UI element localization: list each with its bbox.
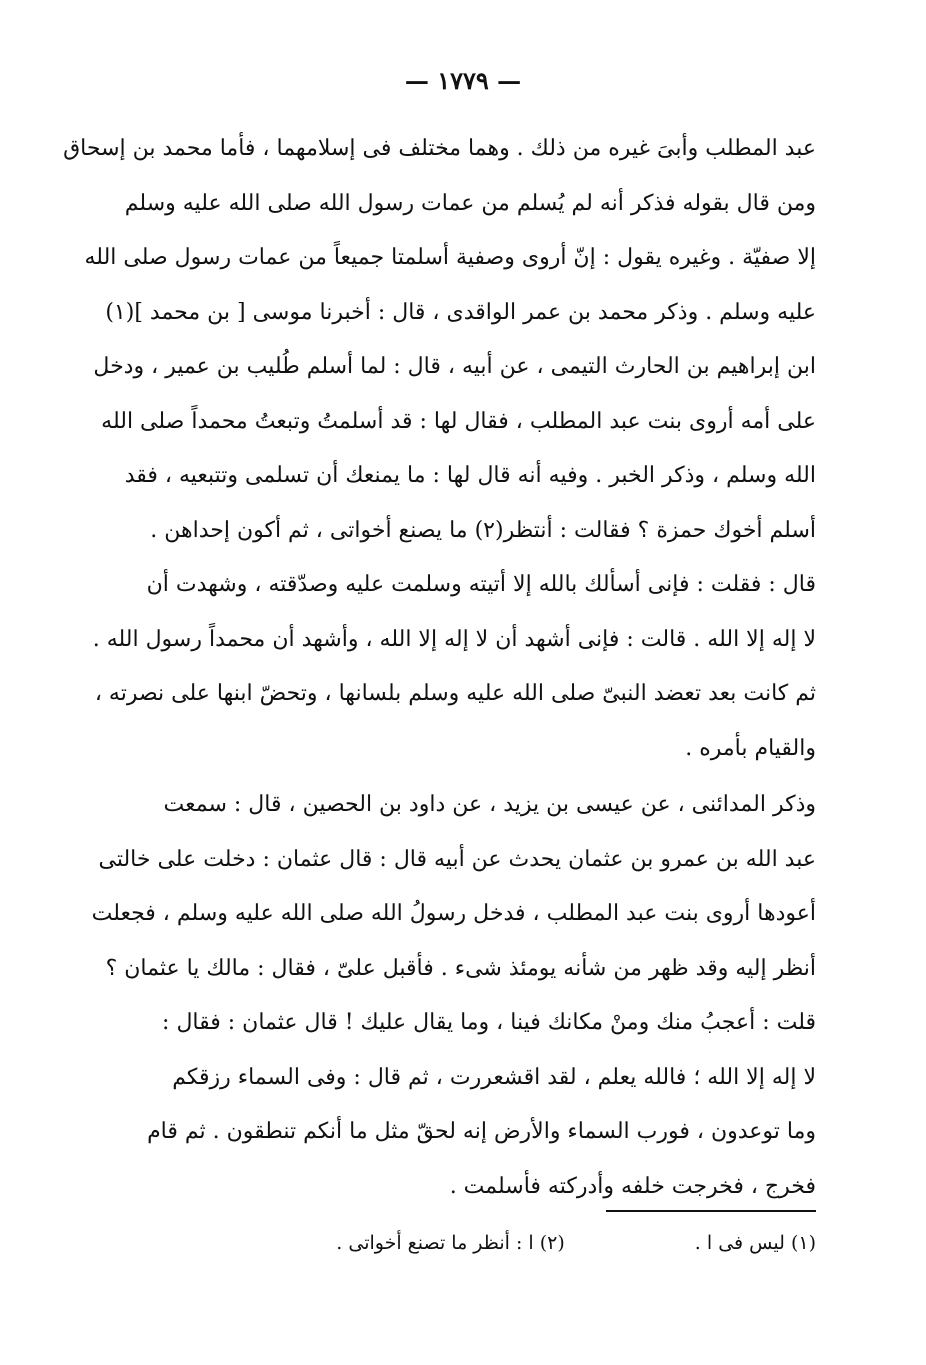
text-line: الله وسلم ، وذكر الخبر . وفيه أنه قال لها : ما يمنعك أن تسلمى وتتبعيه ، فقد (124, 463, 816, 488)
footnote-1: (١) ليس فى ا . (694, 1232, 816, 1254)
text-line: وذكر المدائنى ، عن عيسى بن يزيد ، عن داود بن الحصين ، قال : سمعت (163, 792, 816, 817)
text-line: أنظر إليه وقد ظهر من شأنه يومئذ شىء . فأقبل علىّ ، فقال : مالك يا عثمان ؟ (105, 955, 816, 981)
text-line: عليه وسلم . وذكر محمد بن عمر الواقدى ، قال : أخبرنا موسى [ بن محمد ](١) (105, 299, 816, 325)
text-line: عبد الله بن عمرو بن عثمان يحدث عن أبيه قال : قال عثمان : دخلت على خالتى (98, 846, 816, 872)
text-line: والقيام بأمره . (685, 735, 816, 761)
text-line: إلا صفيّة . وغيره يقول : إنّ أروى وصفية أسلمتا جميعاً من عمات رسول صلى الله (84, 245, 816, 270)
text-line: لا إله إلا الله ؛ فالله يعلم ، لقد اقشعررت ، ثم قال : وفى السماء رزقكم (172, 1064, 816, 1090)
text-line: أعودها أروى بنت عبد المطلب ، فدخل رسولُ الله صلى الله عليه وسلم ، فجعلت (91, 901, 816, 926)
text-line: لا إله إلا الله . قالت : فإنى أشهد أن لا إله إلا الله ، وأشهد أن محمداً رسول الله . (92, 626, 816, 652)
text-line: وما توعدون ، فورب السماء والأرض إنه لحقّ مثل ما أنكم تنطقون . ثم قام (147, 1119, 816, 1144)
footnote-divider (606, 1210, 816, 1212)
text-line: عبد المطلب وأبىَ غيره من ذلك . وهما مختلف فى إسلامهما ، فأما محمد بن إسحاق (63, 136, 816, 161)
text-line: قلت : أعجبُ منك ومنْ مكانك فينا ، وما يقال عليك ! قال عثمان : فقال : (162, 1010, 816, 1035)
text-line: ثم كانت بعد تعضد النبىّ صلى الله عليه وسلم بلسانها ، وتحضّ ابنها على نصرته ، (94, 681, 816, 706)
text-line: فخرج ، فخرجت خلفه وأدركته فأسلمت . (449, 1173, 816, 1199)
text-line: قال : فقلت : فإنى أسألك بالله إلا أتيته وسلمت عليه وصدّقته ، وشهدت أن (146, 572, 816, 597)
text-line: أسلم أخوك حمزة ؟ فقالت : أنتظر(٢) ما يصنع أخواتى ، ثم أكون إحداهن . (150, 517, 816, 543)
paragraph-2 (91, 778, 816, 1214)
paragraph-1 (63, 122, 816, 776)
text-line: ومن قال بقوله فذكر أنه لم يُسلم من عمات رسول الله صلى الله عليه وسلم (124, 190, 816, 216)
text-line: ابن إبراهيم بن الحارث التيمى ، عن أبيه ، قال : لما أسلم طُليب بن عمير ، ودخل (93, 354, 816, 379)
page-number: — ١٧٧٩ — (404, 66, 522, 95)
text-line: على أمه أروى بنت عبد المطلب ، فقال لها : قد أسلمتُ وتبعتُ محمداً صلى الله (101, 408, 816, 434)
footnotes (146, 1226, 816, 1260)
footnote-2: (٢) ا : أنظر ما تصنع أخواتى . (336, 1232, 565, 1254)
